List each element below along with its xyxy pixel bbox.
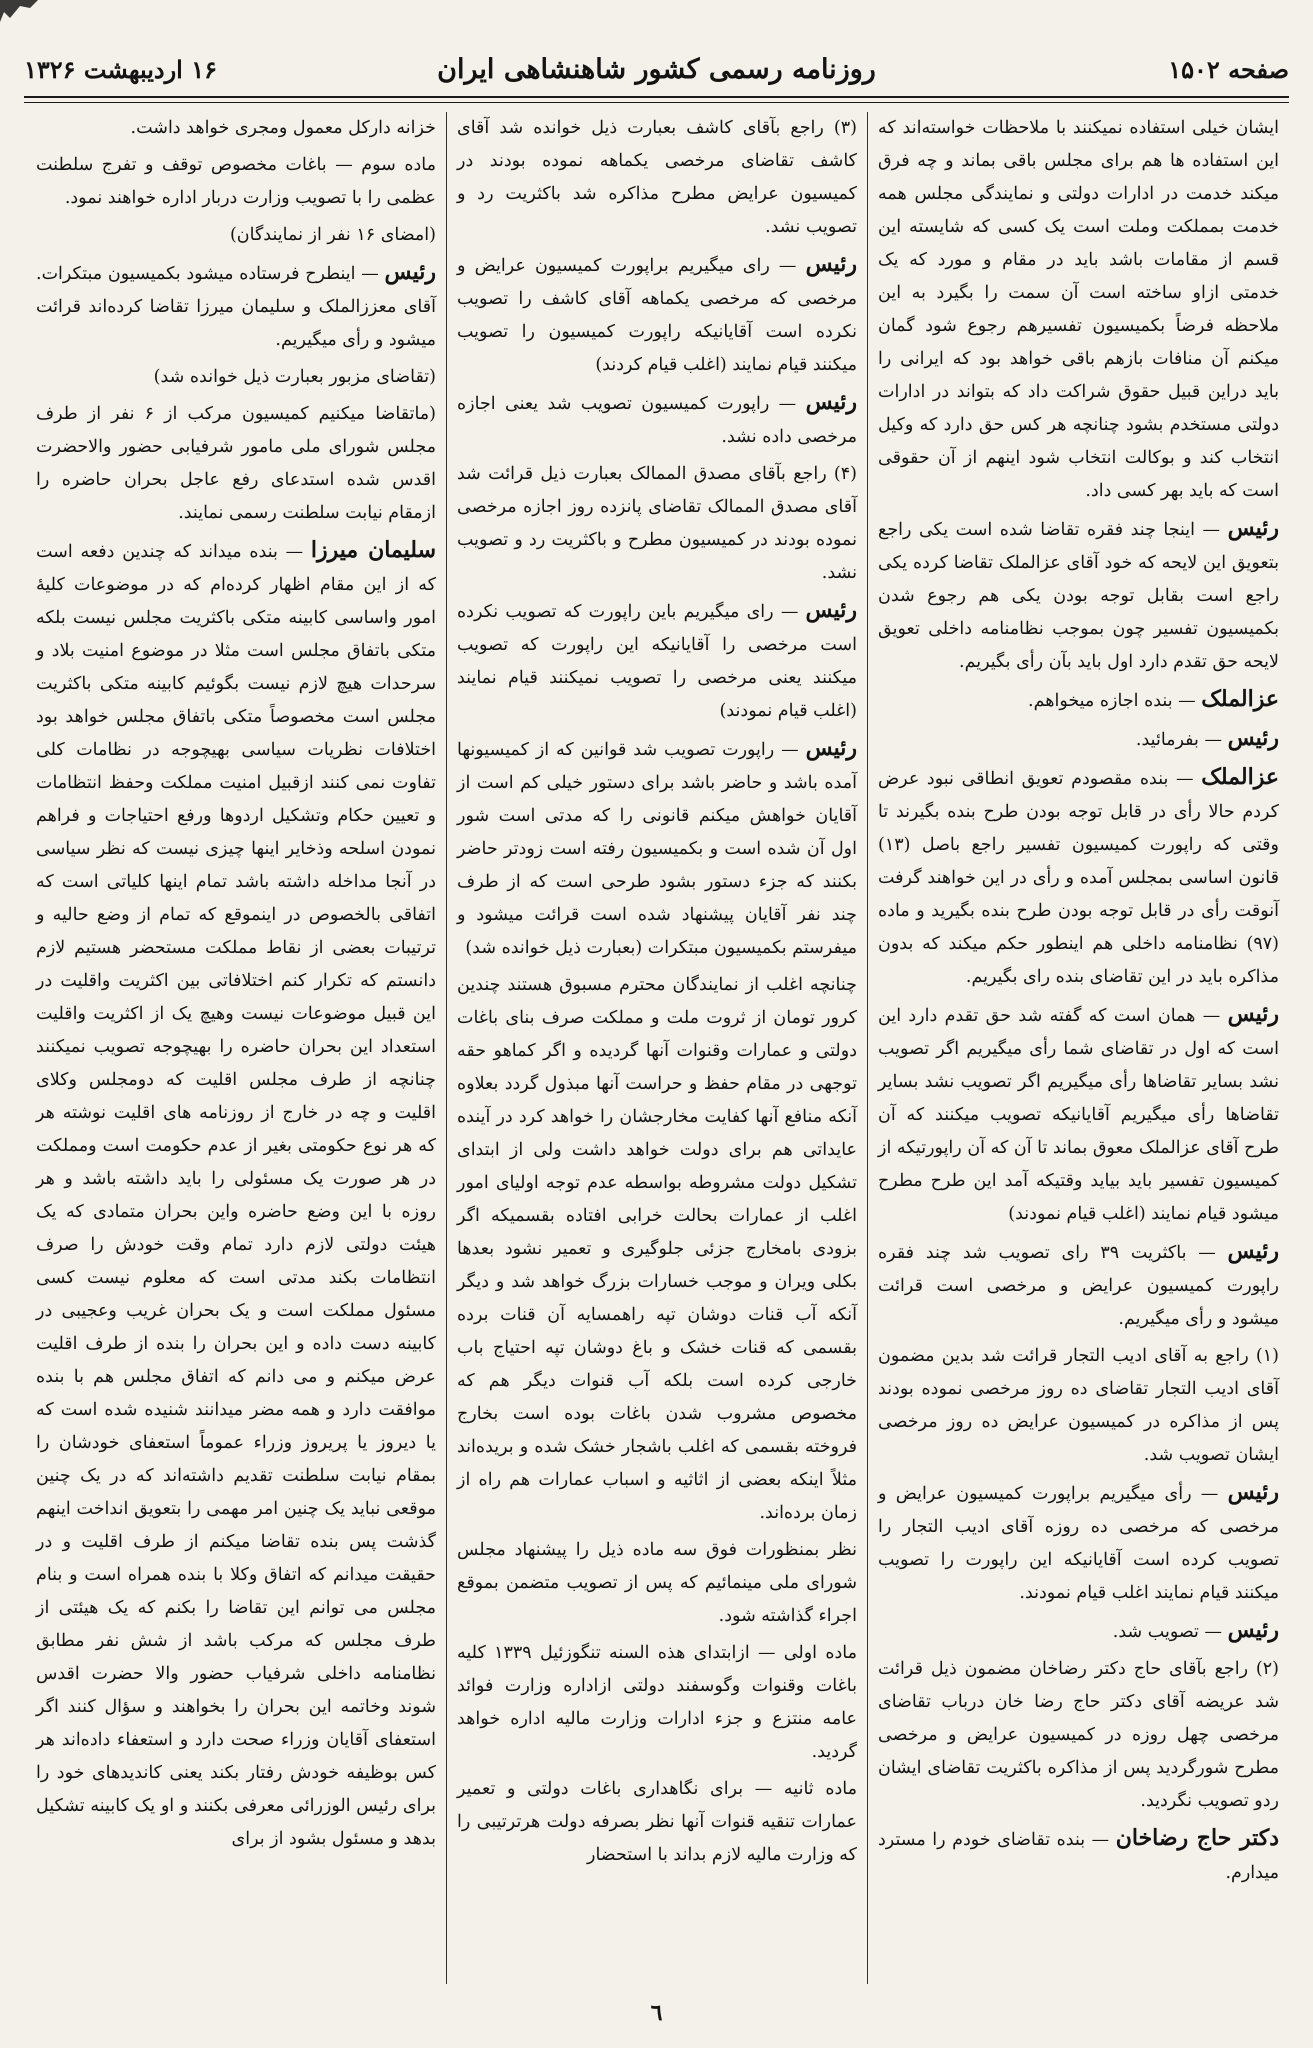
speaker-name: دکتر حاج رضاخان xyxy=(1115,1825,1279,1851)
paragraph-text: (ماتقاضا میکنیم کمیسیون مرکب از ۶ نفر از طرف مجلس شورای ملی مامور شرفیابی حضور والاحضرت اقدس شده استدعای رفع عاجل بحران حاضره را ازمقام نیابت سلطنت رسمی نمایند. xyxy=(36,404,436,523)
speaker-name: رئیس xyxy=(384,259,436,285)
paragraph xyxy=(878,1822,1279,1890)
paragraph xyxy=(36,149,436,215)
speaker-name: رئیس xyxy=(1227,1617,1279,1643)
speaker-name: رئیس xyxy=(1227,1238,1279,1264)
page-label: صفحه ۱۵۰۲ xyxy=(1168,54,1289,84)
speaker-name: عزالملک xyxy=(1201,686,1279,712)
paragraph xyxy=(36,256,436,357)
paragraph xyxy=(457,1637,857,1769)
paragraph-text: (امضای ۱۶ نفر از نمایندگان) xyxy=(229,225,436,245)
paragraph xyxy=(36,361,436,394)
paragraph-text: — تصویب شد. xyxy=(1112,1622,1222,1642)
paragraph xyxy=(878,761,1279,994)
paragraph xyxy=(878,112,1279,508)
paragraph xyxy=(36,112,436,145)
paragraph-text: خزانه دارکل معمول ومجری خواهد داشت. xyxy=(130,118,436,138)
speaker-name: عزالملک xyxy=(1201,764,1279,790)
paragraph-text: ایشان خیلی استفاده نمیکنند با ملاحظات خواسته‌اند که این استفاده ها هم برای مجلس باقی بماند و چه فرق میکند خدمت در ادارات دولتی و نمایندگی مجلس همه خدمت بمملکت وملت است یک کسی که شایسته این قسم از مقامات باشد باید در مقام و مورد که یک خدمتی ازاو ساخته است آن سمت را بگیرد به این ملاحظه فرضاً بکمیسیون تفسیرهم رجوع شود گمان میکنم آن منافات بازهم باقی خواهد بود که ایرانی را باید دراین قبیل حقوق شراکت داد که بتواند در ادارات دولتی مستخدم بشود چنانچه هر کس حق دارد که وکیل انتخاب کند و بوکالت انتخاب شود اینهم از آن حقوقی است که باید بهر کسی داد. xyxy=(878,118,1279,501)
speaker-name: رئیس xyxy=(1227,515,1279,541)
column-middle xyxy=(447,112,868,1984)
issue-date: ۱۶ اردیبهشت ۱۳۲۶ xyxy=(24,54,217,84)
paragraph xyxy=(878,998,1279,1231)
paragraph xyxy=(878,683,1279,718)
paragraph xyxy=(878,1340,1279,1472)
speaker-name: رئیس xyxy=(1227,1001,1279,1027)
paragraph-text: — بنده تقاضای خودم را مسترد میدارم. xyxy=(878,1830,1279,1883)
paragraph xyxy=(457,112,857,244)
paragraph-text: — رای میگیریم براپورت کمیسیون عرایض و مرخصی که مرخصی یکماهه آقای کاشف را تصویب نکرده است آقایانیکه راپورت کمیسیون را تصویب میکنند قیام نمایند (اغلب قیام کردند) xyxy=(457,256,857,375)
paragraph xyxy=(457,594,857,728)
text-columns xyxy=(24,112,1289,1984)
paragraph-text: — بنده میداند که چندین دفعه است که از این مقام اظهار کرده‌ام که در موضوعات کلیهٔ امور واساسی کابینه متکی باکثریت مجلس نیست بلکه متکی باتفاق مجلس است مثلا در موضوع امنیت بلاد و سرحدات هیچ لازم نیست بگوئیم کابینه متکی باکثریت مجلس است مخصوصاً متکی باتفاق مجلس خواهد بود اختلافات نظریات سیاسی بهیچوجه در نظامات کلی تفاوت نمی کنند ازقبیل امنیت مملکت وحفظ انتظامات و تعیین حکام وتشکیل اردوها ورفع احتیاجات و فراهم نمودن اسلحه وذخایر اینها چیزی نیست که نظر سیاسی در آنجا مداخله داشته باشد تمام اینها کلیاتی است که اتفاقی بالخصوص در اینموقع که تمام از وضع حالیه و ترتیبات بعضی از نقاط مملکت مستحضر هستیم لازم دانستم که تکرار کنم اختلافاتی بین اکثریت واقلیت در این قبیل موضوعات نیست وهیچ یک از اکثریت واقلیت استعداد این بحران حاضره را بهیچوجه تصویب نمیکنند چنانچه از طرف مجلس اقلیت که دومجلس وکلای اقلیت و چه در خارج از روزنامه های اقلیت نوشته هر که هر نوع حکومتی بغیر از عدم حکومت است ومملکت در هر صورت یک مسئولی را باید داشته باشد و هر روزه با این وضع حاضره واین بحران متمادی که یک هیئت دولتی لازم دارد تمام وقت خودش را صرف انتظامات بکند مدتی است که معلوم نیست کسی مسئول مملکت است و یک بحران غریب وعجیبی در کابینه دست داده و این بحران را بنده از طرف اقلیت عرض میکنم و می دانم که اتفاق مجلس هم با بنده موافقت دارد و همه مضر میدانند شنیده شده است که یا دیروز یا پریروز وزراء عموماً استعفای خودشان را بمقام نیابت سلطنت تقدیم داشته‌اند که در یک چنین موقعی نباید یک چنین امر مهمی را بتعویق انداخت اینهم گذشت پس بنده تقاضا میکنم از طرف اقلیت و در حقیقت میدانم که اتفاق وکلا با بنده همراه است و بنام مجلس می توانم این تقاضا را بکنم که یک هیئتی از طرف مجلس که مرکب باشد از شش نفر مطابق نظامنامه داخلی شرفیاب حضور والا حضرت اقدس شوند وخاتمه این بحران را بخواهند و سؤال کنند اگر استعفای آقایان وزراء صحت دارد و استعفاء داده‌اند هر کس بوظیفه خودش رفتار بکند یعنی کاندیدهای خود را برای رئیس الوزرائی معرفی بکنند و او یک کابینه تشکیل بدهد و مسئول بشود از برای xyxy=(36,542,436,1849)
column-left xyxy=(26,112,447,1984)
paragraph-text: چنانچه اغلب از نمایندگان محترم مسبوق هستند چندین کرور تومان از ثروت ملت و مملکت صرف بنای باغات دولتی و عمارات وقنوات آنها گردیده و اگر کماهو حقه توجهی در مقام حفظ و حراست آنها مبذول گردد بعلاوه آنکه منافع آنها کفایت مخارجشان را خواهد کرد در آینده عایداتی هم برای دولت خواهد داشت ولی از ابتدای تشکیل دولت مشروطه بواسطه عدم توجه اولیای امور اغلب از عمارات بحالت خرابی افتاده بقسمیکه اگر بزودی بامخارج جزئی جلوگیری و تعمیر نشود بعدها بکلی ویران و موجب خسارات بزرگ خواهد شد و دیگر آنکه آب قنات دوشان تپه راهمسایه آن قنات برده بقسمی که قنات خشک و باغ دوشان تپه احتیاج باب خارجی کرده است بلکه آب قنوات دیگر هم که مخصوص مشروب شدن باغات بوده است بخارج فروخته بقسمی که اغلب باشجار خشک شده و بریده‌اند مثلاً اینکه بعضی از اثاثیه و اسباب عمارات هم راه از زمان برده‌اند. xyxy=(457,975,857,1523)
paragraph xyxy=(878,1653,1279,1818)
paragraph xyxy=(457,732,857,965)
paragraph-text: نظر بمنظورات فوق سه ماده ذیل را پیشنهاد مجلس شورای ملی مینمائیم که پس از تصویب متضمن بموقع اجراء گذاشته شود. xyxy=(457,1540,857,1626)
paragraph xyxy=(36,219,436,252)
paragraph xyxy=(36,398,436,530)
paragraph-text: — بنده مقصودم تعویق انطاقی نبود عرض کردم حالا رأی در قابل توجه بودن طرح بنده بگیرند تا وقتی که راپورت کمیسیون تفسیر راجع باصل (۱۳) قانون اساسی بمجلس آمده و رأی در این خواهند گرفت آنوقت رأی در قابل توجه بودن طرح بنده بگیرید و ماده (۹۷) نظامنامه داخلی هم اینطور حکم میکند که بدون مذاکره باید در این تقاضای بنده رای بگیریم. xyxy=(878,769,1279,987)
paragraph xyxy=(878,1614,1279,1649)
gazette-title: روزنامه رسمی کشور شاهنشاهی ایران xyxy=(437,53,876,85)
paragraph xyxy=(457,969,857,1530)
page-number: ٦ xyxy=(650,2000,663,2026)
paragraph-text: — راپورت کمیسیون تصویب شد یعنی اجازه مرخصی داده نشد. xyxy=(457,394,857,447)
header-rule xyxy=(24,96,1289,98)
paragraph-text: ماده اولی — ازابتدای هذه السنه تنگوزئیل ۱۳۳۹ کلیه باغات وقنوات وگوسفند دولتی ازاداره وزارت فوائد عامه منتزع و جزء ادارات وزارت مالیه اداره خواهد گردید. xyxy=(457,1643,857,1762)
paragraph xyxy=(457,386,857,454)
speaker-name: رئیس xyxy=(1227,725,1279,751)
paragraph-text: (۲) راجع بآقای حاج دکتر رضاخان مضمون ذیل قرائت شد عریضه آقای دکتر حاج رضا خان درباب تقاضای مرخصی چهل روزه در کمیسیون عرایض و مرخصی مطرح شورگردید پس از مذاکره باکثریت تقاضای ایشان ردو تصویب نگردید. xyxy=(878,1659,1279,1811)
column-right xyxy=(868,112,1289,1984)
paragraph xyxy=(878,512,1279,679)
speaker-name: رئیس xyxy=(805,389,857,415)
paragraph-text: — رأی میگیریم براپورت کمیسیون عرایض و مرخصی که مرخصی ده روزه آقای ادیب التجار را تصویب کرده است آقایانیکه این راپورت را تصویب میکنند قیام نمایند اغلب قیام نمودند. xyxy=(878,1484,1279,1603)
paragraph-text: — همان است که گفته شد حق تقدم دارد این است که اول در تقاضای شما رأی میگیریم اگر تصویب نشد بسایر تقاضاها رأی میگیریم اگر تصویب نشد بسایر تقاضاها رأی میگیریم آقایانیکه تصویب میکنند که آن طرح آقای عزالملک معوق بماند تا آن که آن راپورتیکه از کمیسیون تفسیر باید بیاید وقتیکه آمد این طرح مطرح میشود قیام نمایند (اغلب قیام نمودند) xyxy=(878,1006,1279,1224)
paragraph-text: — اینجا چند فقره تقاضا شده است یکی راجع بتعویق این لایحه که خود آقای عزالملک تقاضا کرده یکی راجع است بقابل توجه بودن یکی هم رجوع شدن بکمیسیون تفسیر چون بموجب نظامنامه داخلی تعویق لایحه حق تقدم دارد اول باید بآن رأی بگیریم. xyxy=(878,520,1279,672)
speaker-name: سلیمان میرزا xyxy=(310,537,436,563)
paragraph xyxy=(457,1773,857,1872)
speaker-name: رئیس xyxy=(1227,1479,1279,1505)
paragraph-text: ماده سوم — باغات مخصوص توقف و تفرج سلطنت عظمی را با تصویب وزارت دربار اداره خواهند نمود. xyxy=(36,155,436,208)
paragraph-text: — رای میگیریم باین راپورت که تصویب نکرده است مرخصی را آقایانیکه این راپورت که تصویب میکنند یعنی مرخصی را تصویب نمیکنند قیام نمایند (اغلب قیام نمودند) xyxy=(457,602,857,721)
page-header xyxy=(24,44,1289,94)
paragraph-text: — بنده اجازه میخواهم. xyxy=(1028,691,1196,711)
header-rule-thin xyxy=(24,102,1289,103)
paragraph xyxy=(878,722,1279,757)
paragraph xyxy=(878,1476,1279,1610)
paragraph-text: ماده ثانیه — برای نگاهداری باغات دولتی و تعمیر عمارات تنقیه قنوات آنها نظر بصرفه دولت هرترتیبی را که وزارت مالیه لازم بداند با استحضار xyxy=(457,1779,857,1865)
speaker-name: رئیس xyxy=(805,597,857,623)
paragraph-text: (۳) راجع بآقای کاشف بعبارت ذیل خوانده شد آقای کاشف تقاضای مرخصی یکماهه نموده بودند در کمیسیون عرایض مطرح مذاکره شد باکثریت رد و تصویب نشد. xyxy=(457,118,857,237)
corner-stain xyxy=(0,0,60,40)
paragraph xyxy=(457,248,857,382)
paragraph-text: — راپورت تصویب شد قوانین که از کمیسیونها آمده باشد و حاضر باشد برای دستور خیلی کم است از آقایان خواهش میکنم قانونی را که مدتی است شور اول آن شده است و بکمیسیون رفته است زودتر حاضر بکنند که جزء دستور بشود طرحی است که از طرف چند نفر آقایان پیشنهاد شده است قرائت میشود و میفرستم بکمیسیون مبتکرات (بعبارت ذیل خوانده شد) xyxy=(457,740,857,958)
paragraph-text: — اینطرح فرستاده میشود بکمیسیون مبتکرات. آقای معززالملک و سلیمان میرزا تقاضا کرده‌اند قرائت میشود و رأی میگیریم. xyxy=(36,264,436,350)
paragraph-text: (تقاضای مزبور بعبارت ذیل خوانده شد) xyxy=(153,367,436,387)
paragraph-text: — بفرمائید. xyxy=(1135,730,1222,750)
paragraph xyxy=(878,1235,1279,1336)
speaker-name: رئیس xyxy=(805,735,857,761)
paragraph xyxy=(457,458,857,590)
paragraph xyxy=(457,1534,857,1633)
paragraph-text: (۱) راجع به آقای ادیب التجار قرائت شد بدین مضمون آقای ادیب التجار تقاضای ده روز مرخصی نموده بودند پس از مذاکره در کمیسیون عرایض ده روز مرخصی ایشان تصویب شد. xyxy=(878,1346,1279,1465)
paragraph-text: — باکثریت ۳۹ رای تصویب شد چند فقره راپورت کمیسیون عرایض و مرخصی است قرائت میشود و رأی میگیریم. xyxy=(878,1243,1279,1329)
speaker-name: رئیس xyxy=(805,251,857,277)
paragraph xyxy=(36,534,436,1856)
paragraph-text: (۴) راجع بآقای مصدق الممالک بعبارت ذیل قرائت شد آقای مصدق الممالک تقاضای پانزده روز اجازه مرخصی نموده بودند در کمیسیون مطرح و باکثریت رد و تصویب نشد. xyxy=(457,464,857,583)
